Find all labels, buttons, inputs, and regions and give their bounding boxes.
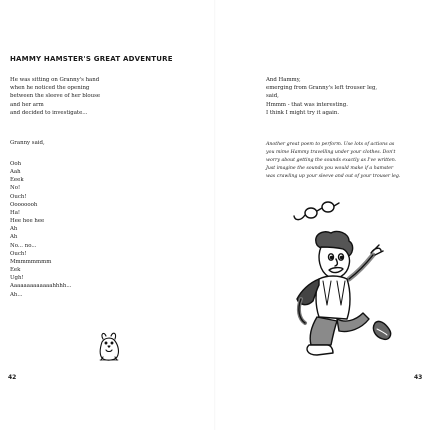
glasses-icon [294, 202, 339, 220]
sound-line: Ooh [10, 161, 22, 167]
closing-stanza [266, 76, 377, 117]
sounds-stanza [10, 160, 72, 299]
poem-line: emerging from Granny's left trouser leg, [266, 85, 378, 92]
sound-line: No! [10, 185, 21, 192]
note-line: Another great poem to perform. Use lots of actions as [266, 142, 395, 147]
note-line: Just imagine the sounds you would make if a hamster [266, 166, 394, 172]
intro-stanza [10, 76, 100, 117]
granny-said-line: Granny said, [10, 140, 45, 146]
poem-line: said, [266, 93, 279, 100]
note-line: you mime Hammy travelling under your clothes. Don't [266, 150, 396, 156]
sound-line: No... no... [10, 242, 37, 249]
poem-line: Hmmm - that was interesting. [266, 101, 348, 108]
sound-line: Ah [10, 234, 18, 241]
note-line: worry about getting the sounds exactly as I've written. [266, 158, 397, 164]
sound-line: Mmmmmmmm [10, 258, 52, 265]
sound-line: Ah... [10, 291, 23, 298]
performance-note [266, 141, 430, 181]
sound-line: Ah [10, 226, 18, 233]
sound-line: Ha! [10, 209, 21, 216]
sound-line: Ouch! [10, 250, 27, 257]
sound-line: Eek [10, 267, 21, 274]
hamster-drawing [94, 330, 124, 362]
poem-title: HAMMY HAMSTER'S GREAT ADVENTURE [10, 55, 173, 63]
sound-line: Ugh! [10, 275, 24, 282]
sound-line: Hee hee hee [10, 218, 45, 225]
granny-dancing-drawing [257, 195, 397, 365]
sound-line: Eeek [10, 177, 24, 184]
poem-line: and her arm [10, 101, 44, 108]
sound-line: Aaaaaaaaaaaaahhhh... [10, 283, 72, 290]
poem-line: I think I might try it again. [266, 109, 340, 116]
right-page [215, 0, 430, 430]
sound-line: Aah [10, 169, 21, 176]
note-line: was crawling up your sleeve and out of your trouser leg. [266, 174, 401, 180]
poem-line: when he noticed the opening [10, 85, 90, 92]
poem-line: and decided to investigate... [10, 109, 88, 116]
page-number: 42 [8, 374, 17, 381]
poem-line: He was sitting on Granny's hand [10, 77, 100, 83]
page-number: 43 [414, 374, 423, 381]
sound-line: Ouch! [10, 193, 27, 200]
poem-line: between the sleeve of her blouse [10, 93, 101, 100]
sound-line: Oooooooh [10, 201, 38, 208]
poem-line: And Hammy, [266, 77, 301, 83]
